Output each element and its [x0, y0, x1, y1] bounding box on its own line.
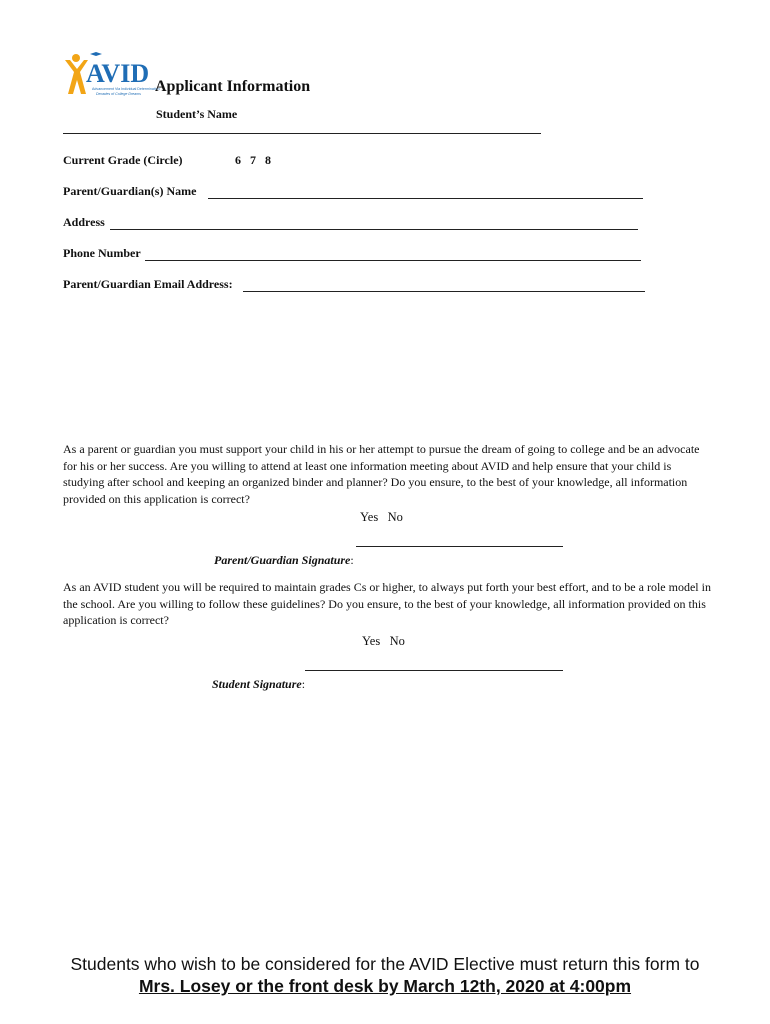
parent-name-label: Parent/Guardian(s) Name [63, 184, 197, 198]
footer-instructions: Students who wish to be considered for the AVID Elective must return this form to [70, 954, 700, 974]
student-yes-no[interactable]: Yes No [362, 634, 405, 648]
parent-signature-field[interactable] [356, 546, 563, 547]
parent-agreement-text: As a parent or guardian you must support your child in his or her attempt to pursue the dream of going to college and be an advocate for his or her success. Are you willing to attend at least one information meeting about AVID and help ensure that your child is studying after school and keeping an organized binder and planner? Do you ensure, to the best of your knowledge, all information provided on this application is correct? [63, 442, 700, 506]
footer-deadline: Mrs. Losey or the front desk by March 12th, 2020 at 4:00pm [138, 976, 632, 996]
parent-signature-row [206, 533, 354, 569]
parent-signature-label: Parent/Guardian Signature [214, 553, 351, 567]
parent-email-label: Parent/Guardian Email Address: [63, 277, 233, 291]
grade-options[interactable]: 6 7 8 [235, 153, 271, 167]
parent-email-field[interactable] [243, 291, 645, 292]
address-field[interactable] [110, 229, 638, 230]
phone-field[interactable] [145, 260, 641, 261]
parent-signature-colon: : [350, 553, 354, 567]
student-name-label: Student’s Name [156, 107, 238, 121]
address-label: Address [63, 215, 105, 229]
student-signature-field[interactable] [305, 670, 563, 671]
student-signature-colon: : [301, 677, 306, 691]
page-title: Applicant Information [155, 78, 311, 95]
svg-text:Advancement Via Individual Det: Advancement Via Individual Determination [92, 87, 160, 91]
parent-name-field[interactable] [208, 198, 643, 199]
avid-logo [62, 50, 160, 102]
avid-logo-icon [62, 50, 160, 102]
student-agreement-text: As an AVID student you will be required to maintain grades Cs or higher, to always put forth your best effort, and to be a role model in the school. Are you willing to follow these guidelines? Do you ensure, to the best of your knowledge, all information provided on this application is correct? [63, 580, 711, 627]
phone-label: Phone Number [63, 246, 141, 260]
svg-text:Decades of College Dreams: Decades of College Dreams [96, 92, 141, 96]
current-grade-label: Current Grade (Circle) [63, 153, 183, 167]
student-signature-label: Student Signature [212, 677, 302, 691]
parent-yes-no[interactable]: Yes No [360, 510, 403, 524]
student-name-field[interactable] [63, 133, 541, 134]
student-signature-row [204, 657, 305, 693]
svg-text:AVID: AVID [86, 59, 150, 88]
